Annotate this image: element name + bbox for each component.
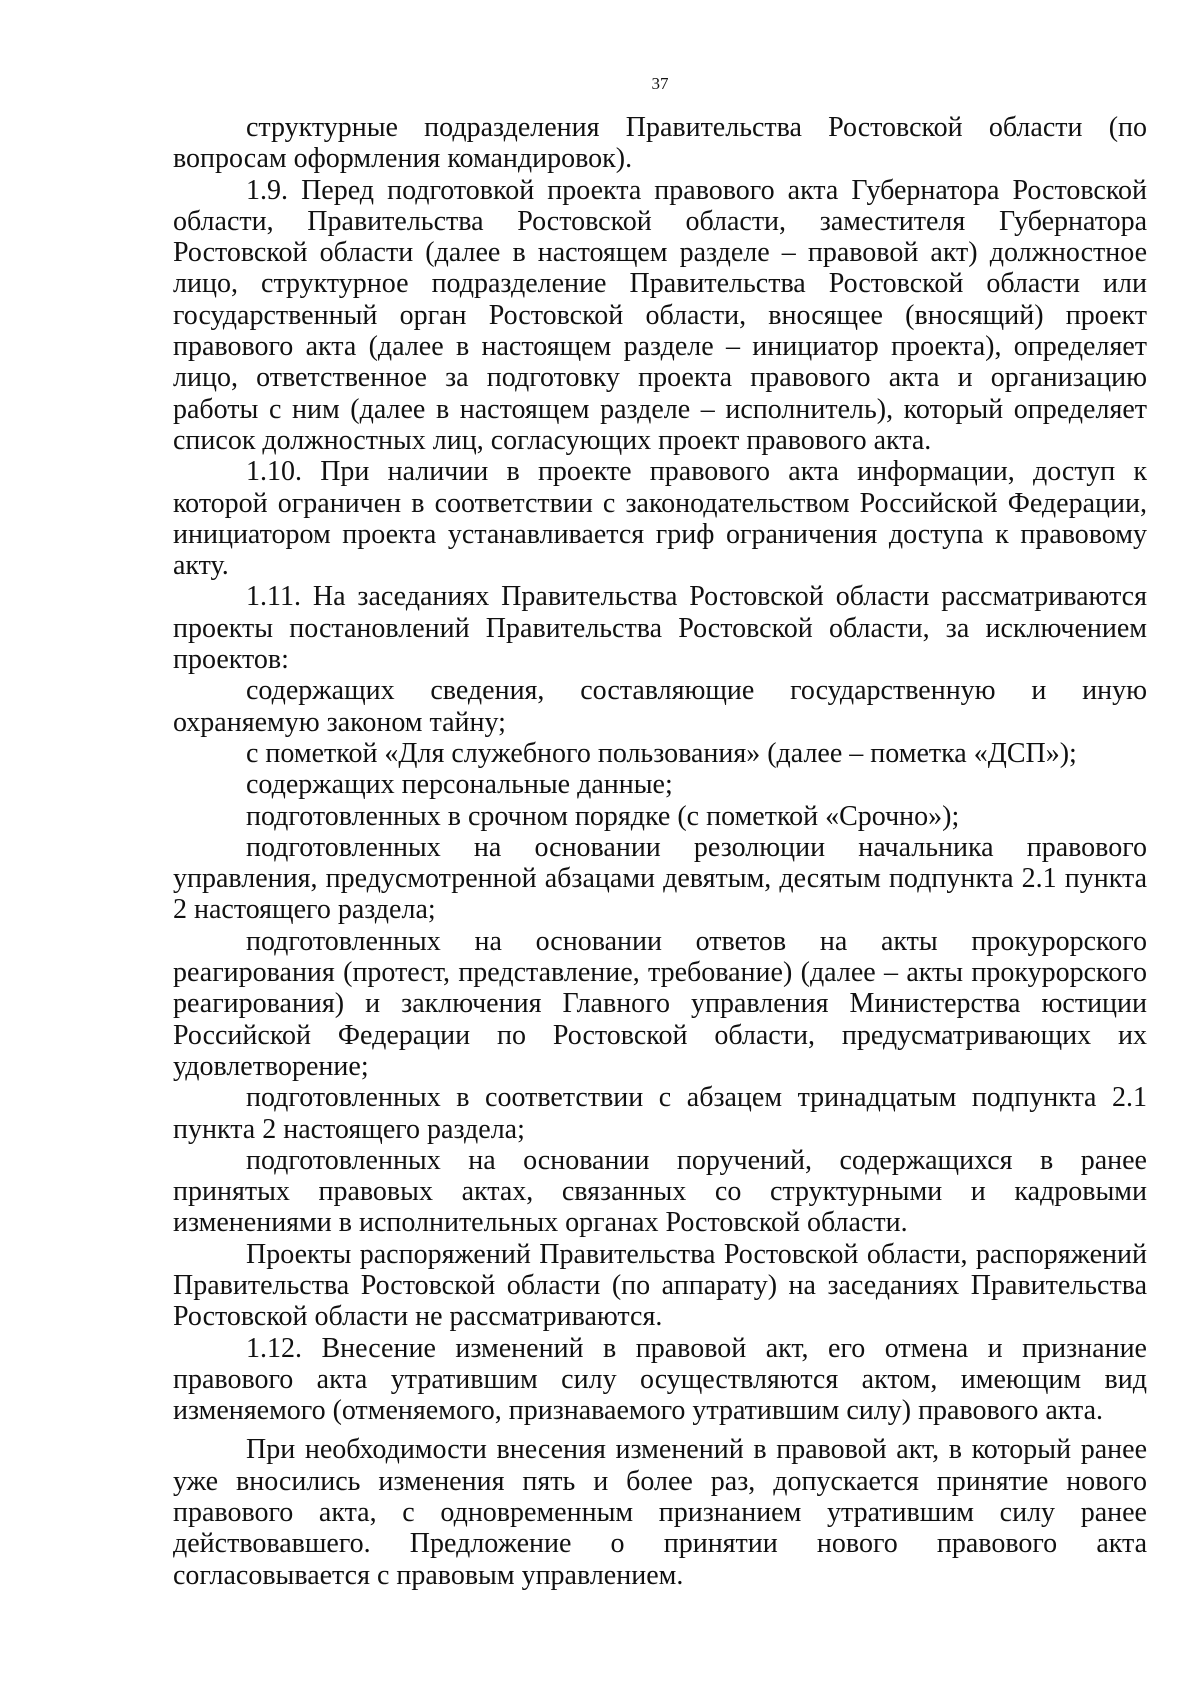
paragraph-structural-units: структурные подразделения Правительства Ростовской области (по вопросам оформления командировок). [173,112,1147,175]
list-item-legal-resolution: подготовленных на основании резолюции начальника правового управления, предусмотренной абзацами девятым, десятым подпункта 2.1 пункта 2 настоящего раздела; [173,831,1147,926]
list-item-dsp: с пометкой «Для служебного пользования» (далее – пометка «ДСП»); [246,737,1077,769]
list-item-prosecutor-response: подготовленных на основании ответов на акты прокурорского реагирования (протест, представление, требование) (далее – акты прокурорского реагирования) и заключения Главного управления Министерства юстиции Российской Федерации по Ростовской области, предусматривающих их удовлетворение; [173,925,1147,1082]
paragraph-1-12: 1.12. Внесение изменений в правовой акт, его отмена и признание правового акта утратившим силу осуществляются актом, имеющим вид изменяемого (отменяемого, признаваемого утратившим силу) правового акта. [173,1332,1147,1427]
paragraph-orders-not-considered: Проекты распоряжений Правительства Ростовской области, распоряжений Правительства Ростовской области (по аппарату) на заседаниях Правительства Ростовской области не рассматриваются. [173,1238,1147,1333]
page-number: 37 [651,74,669,93]
list-item-personal-data: содержащих персональные данные; [246,769,673,801]
list-item-paragraph-thirteen: подготовленных в соответствии с абзацем тринадцатым подпункта 2.1 пункта 2 настоящего раздела; [173,1082,1147,1145]
paragraph-1-10: 1.10. При наличии в проекте правового акта информации, доступ к которой ограничен в соответствии с законодательством Российской Федерации, инициатором проекта устанавливается гриф ограничения доступа к правовому акту. [173,456,1147,582]
list-item-state-secret: содержащих сведения, составляющие государственную и иную охраняемую законом тайну; [173,675,1147,738]
paragraph-1-9: 1.9. Перед подготовкой проекта правового акта Губернатора Ростовской области, Правительства Ростовской области, заместителя Губернатора Ростовской области (далее в настоящем разделе – правовой акт) должностное лицо, структурное подразделение Правительства Ростовской области или государственный орган Ростовской области, вносящее (вносящий) проект правового акта (далее в настоящем разделе – инициатор проекта), определяет лицо, ответственное за подготовку проекта правового акта и организацию работы с ним (далее в настоящем разделе – исполнитель), который определяет список должностных лиц, согласующих проект правового акта. [173,174,1147,456]
list-item-urgent: подготовленных в срочном порядке (с пометкой «Срочно»); [246,800,960,832]
paragraph-new-act: При необходимости внесения изменений в правовой акт, в который ранее уже вносились изменения пять и более раз, допускается принятие нового правового акта, с одновременным признанием утратившим силу ранее действовавшего. Предложение о принятии нового правового акта согласовывается с правовым управлением. [173,1434,1147,1591]
list-item-instructions: подготовленных на основании поручений, содержащихся в ранее принятых правовых актах, связанных со структурными и кадровыми изменениями в исполнительных органах Ростовской области. [173,1144,1147,1239]
paragraph-1-11: 1.11. На заседаниях Правительства Ростовской области рассматриваются проекты постановлений Правительства Ростовской области, за исключением проектов: [173,581,1147,676]
document-body [173,112,1147,1591]
